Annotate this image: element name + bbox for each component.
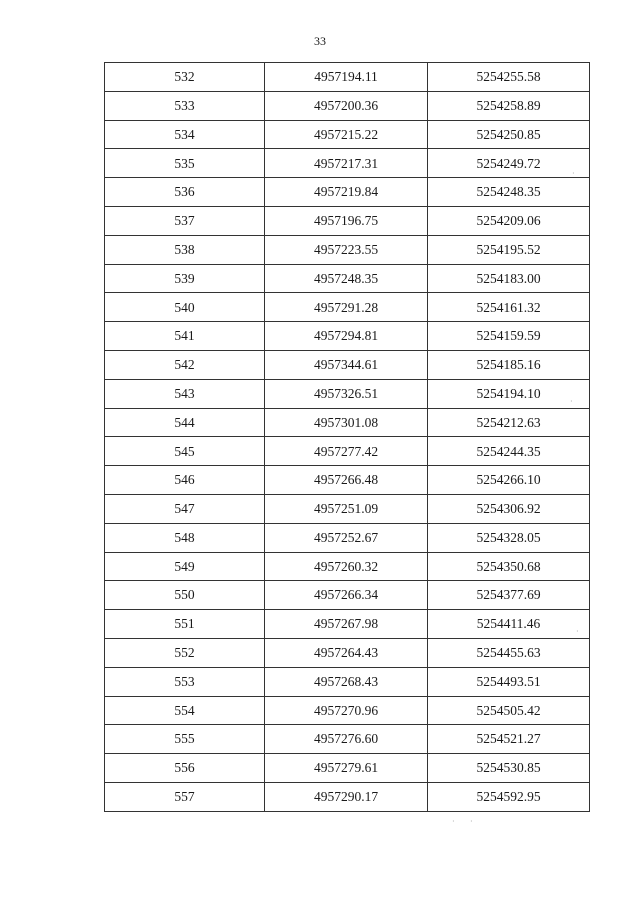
x-coordinate-cell: 4957344.61 <box>265 350 428 379</box>
y-coordinate-cell: 5254194.10 <box>428 379 590 408</box>
coordinates-table-body <box>105 63 590 812</box>
table-row <box>105 667 590 696</box>
point-number-cell: 547 <box>105 494 265 523</box>
table-row <box>105 552 590 581</box>
table-row <box>105 264 590 293</box>
x-coordinate-cell: 4957294.81 <box>265 322 428 351</box>
table-row <box>105 379 590 408</box>
y-coordinate-cell: 5254195.52 <box>428 235 590 264</box>
y-coordinate-cell: 5254350.68 <box>428 552 590 581</box>
y-coordinate-cell: 5254258.89 <box>428 91 590 120</box>
table-row <box>105 466 590 495</box>
y-coordinate-cell: 5254248.35 <box>428 178 590 207</box>
y-coordinate-cell: 5254266.10 <box>428 466 590 495</box>
x-coordinate-cell: 4957223.55 <box>265 235 428 264</box>
x-coordinate-cell: 4957215.22 <box>265 120 428 149</box>
x-coordinate-cell: 4957217.31 <box>265 149 428 178</box>
point-number-cell: 552 <box>105 638 265 667</box>
point-number-cell: 550 <box>105 581 265 610</box>
table-row <box>105 178 590 207</box>
point-number-cell: 548 <box>105 523 265 552</box>
point-number-cell: 544 <box>105 408 265 437</box>
y-coordinate-cell: 5254255.58 <box>428 63 590 92</box>
x-coordinate-cell: 4957279.61 <box>265 754 428 783</box>
y-coordinate-cell: 5254455.63 <box>428 638 590 667</box>
point-number-cell: 533 <box>105 91 265 120</box>
x-coordinate-cell: 4957266.48 <box>265 466 428 495</box>
y-coordinate-cell: 5254530.85 <box>428 754 590 783</box>
y-coordinate-cell: 5254592.95 <box>428 782 590 811</box>
y-coordinate-cell: 5254377.69 <box>428 581 590 610</box>
y-coordinate-cell: 5254209.06 <box>428 206 590 235</box>
y-coordinate-cell: 5254493.51 <box>428 667 590 696</box>
table-row <box>105 610 590 639</box>
point-number-cell: 540 <box>105 293 265 322</box>
table-row <box>105 638 590 667</box>
point-number-cell: 532 <box>105 63 265 92</box>
table-row <box>105 206 590 235</box>
x-coordinate-cell: 4957326.51 <box>265 379 428 408</box>
x-coordinate-cell: 4957252.67 <box>265 523 428 552</box>
point-number-cell: 541 <box>105 322 265 351</box>
scan-speck: · <box>576 627 579 636</box>
table-row <box>105 293 590 322</box>
y-coordinate-cell: 5254250.85 <box>428 120 590 149</box>
point-number-cell: 543 <box>105 379 265 408</box>
x-coordinate-cell: 4957291.28 <box>265 293 428 322</box>
table-row <box>105 782 590 811</box>
point-number-cell: 534 <box>105 120 265 149</box>
point-number-cell: 537 <box>105 206 265 235</box>
coordinates-table <box>104 62 590 812</box>
point-number-cell: 557 <box>105 782 265 811</box>
x-coordinate-cell: 4957264.43 <box>265 638 428 667</box>
point-number-cell: 549 <box>105 552 265 581</box>
scan-speck: · <box>570 397 573 406</box>
table-row <box>105 437 590 466</box>
y-coordinate-cell: 5254244.35 <box>428 437 590 466</box>
table-row <box>105 149 590 178</box>
table-row <box>105 322 590 351</box>
table-row <box>105 696 590 725</box>
x-coordinate-cell: 4957270.96 <box>265 696 428 725</box>
table-row <box>105 91 590 120</box>
y-coordinate-cell: 5254306.92 <box>428 494 590 523</box>
point-number-cell: 535 <box>105 149 265 178</box>
table-row <box>105 581 590 610</box>
x-coordinate-cell: 4957290.17 <box>265 782 428 811</box>
table-row <box>105 235 590 264</box>
table-row <box>105 408 590 437</box>
y-coordinate-cell: 5254161.32 <box>428 293 590 322</box>
table-row <box>105 754 590 783</box>
x-coordinate-cell: 4957277.42 <box>265 437 428 466</box>
y-coordinate-cell: 5254249.72 <box>428 149 590 178</box>
scan-speck: · <box>452 817 455 826</box>
y-coordinate-cell: 5254212.63 <box>428 408 590 437</box>
point-number-cell: 546 <box>105 466 265 495</box>
scan-speck: · <box>470 817 473 826</box>
table-row <box>105 350 590 379</box>
point-number-cell: 538 <box>105 235 265 264</box>
x-coordinate-cell: 4957196.75 <box>265 206 428 235</box>
y-coordinate-cell: 5254328.05 <box>428 523 590 552</box>
point-number-cell: 556 <box>105 754 265 783</box>
table-row <box>105 725 590 754</box>
point-number-cell: 551 <box>105 610 265 639</box>
y-coordinate-cell: 5254521.27 <box>428 725 590 754</box>
x-coordinate-cell: 4957268.43 <box>265 667 428 696</box>
table-row <box>105 63 590 92</box>
x-coordinate-cell: 4957200.36 <box>265 91 428 120</box>
y-coordinate-cell: 5254411.46 <box>428 610 590 639</box>
table-row <box>105 120 590 149</box>
point-number-cell: 545 <box>105 437 265 466</box>
point-number-cell: 542 <box>105 350 265 379</box>
scan-speck: · <box>572 169 575 178</box>
point-number-cell: 553 <box>105 667 265 696</box>
page-number: 33 <box>314 34 326 48</box>
table-row <box>105 523 590 552</box>
y-coordinate-cell: 5254159.59 <box>428 322 590 351</box>
point-number-cell: 539 <box>105 264 265 293</box>
x-coordinate-cell: 4957194.11 <box>265 63 428 92</box>
y-coordinate-cell: 5254185.16 <box>428 350 590 379</box>
x-coordinate-cell: 4957219.84 <box>265 178 428 207</box>
x-coordinate-cell: 4957251.09 <box>265 494 428 523</box>
point-number-cell: 536 <box>105 178 265 207</box>
x-coordinate-cell: 4957266.34 <box>265 581 428 610</box>
y-coordinate-cell: 5254505.42 <box>428 696 590 725</box>
table-row <box>105 494 590 523</box>
x-coordinate-cell: 4957260.32 <box>265 552 428 581</box>
y-coordinate-cell: 5254183.00 <box>428 264 590 293</box>
x-coordinate-cell: 4957276.60 <box>265 725 428 754</box>
point-number-cell: 554 <box>105 696 265 725</box>
x-coordinate-cell: 4957267.98 <box>265 610 428 639</box>
x-coordinate-cell: 4957248.35 <box>265 264 428 293</box>
point-number-cell: 555 <box>105 725 265 754</box>
x-coordinate-cell: 4957301.08 <box>265 408 428 437</box>
